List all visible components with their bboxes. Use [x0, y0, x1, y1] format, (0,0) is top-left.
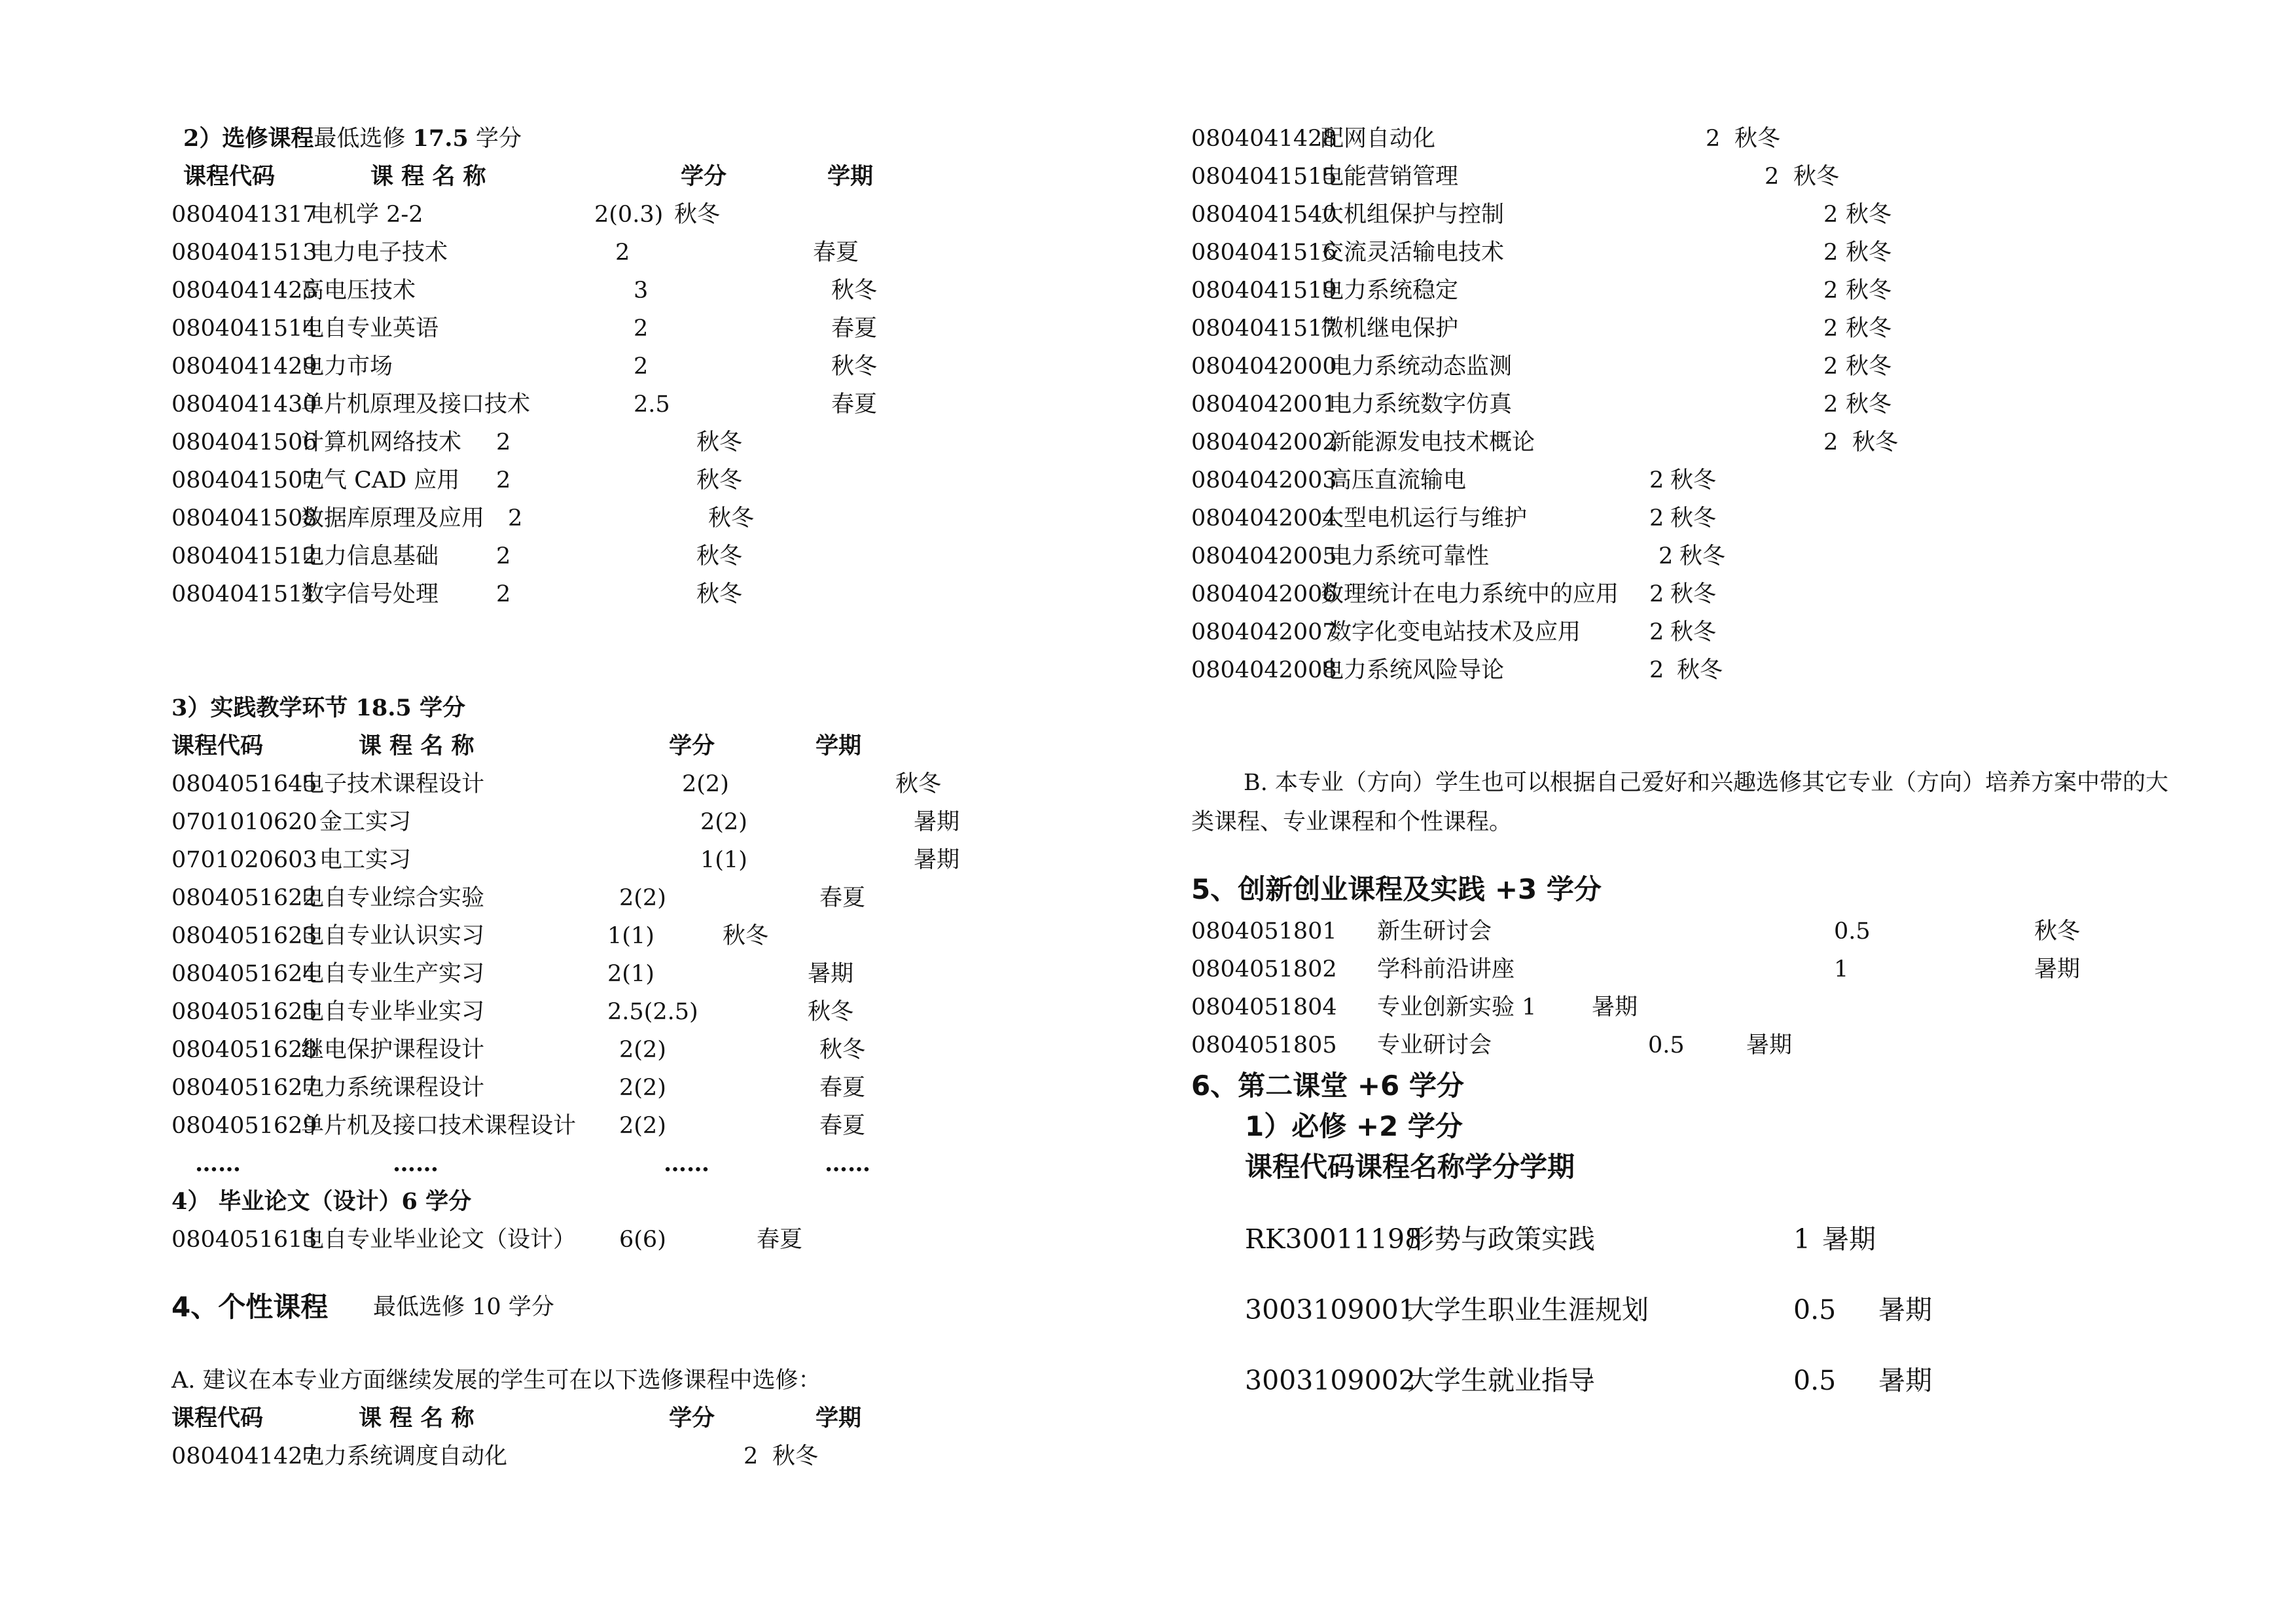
course-code: 0804051804 [1191, 994, 1337, 1020]
course-credit: 3 [634, 278, 649, 304]
course-name: 大学生职业生涯规划 [1407, 1294, 1649, 1326]
course-term: 秋冬 [1679, 543, 1726, 569]
course-term: 暑期 [2034, 956, 2081, 983]
course-code: RK30011198 [1245, 1223, 1422, 1255]
course-credit: 2 [1823, 202, 1839, 228]
course-name: 新生研讨会 [1377, 918, 1492, 945]
course-term: 秋冬 [1846, 391, 1892, 418]
course-code: 0804042001 [1191, 391, 1337, 418]
course-code: 0804041516 [1191, 240, 1337, 266]
course-credit: 2 [496, 581, 511, 607]
course-code: 0804051802 [1191, 956, 1337, 983]
course-credit: 2 [1649, 505, 1664, 532]
course-code: 0804042003 [1191, 467, 1337, 494]
course-credit: 2.5 [634, 391, 670, 418]
course-credit: 1 [1834, 956, 1849, 983]
course-term: 秋冬 [1677, 657, 1723, 683]
course-term: 暑期 [1878, 1365, 1932, 1396]
course-name: 大型电机运行与维护 [1321, 505, 1528, 532]
course-term: 暑期 [1746, 1032, 1793, 1058]
elective-title-label: 2）选修课程 [183, 125, 314, 152]
course-term: 秋冬 [808, 999, 854, 1025]
course-code: 0804042008 [1191, 657, 1337, 683]
course-name: 单片机原理及接口技术 [301, 391, 531, 418]
course-term: 春夏 [813, 240, 859, 266]
course-credit: 2 [496, 467, 511, 494]
course-credit: 2 [496, 429, 511, 456]
practice-header-credit: 学分 [669, 732, 715, 759]
course-credit: 1(1) [607, 923, 655, 949]
course-name: 学科前沿讲座 [1377, 956, 1515, 983]
course-code: 0804051624 [171, 961, 317, 987]
course-term: 春夏 [819, 1113, 866, 1139]
course-term: 春夏 [819, 885, 866, 911]
course-name: 高压直流输电 [1329, 467, 1467, 494]
course-credit: 0.5 [1648, 1032, 1685, 1058]
course-code: 0804041514 [171, 316, 317, 342]
course-term: 秋冬 [895, 771, 942, 797]
course-name: 电力市场 [301, 353, 393, 380]
course-term: 春夏 [831, 316, 878, 342]
course-name: 电自专业毕业实习 [301, 999, 485, 1025]
course-code: 0804051623 [171, 923, 317, 949]
course-term: 秋冬 [1846, 202, 1892, 228]
course-credit: 2(2) [700, 809, 747, 835]
course-credit: 2(2) [619, 1037, 666, 1063]
course-code: 0804041430 [171, 391, 317, 418]
course-name: 电力系统调度自动化 [301, 1443, 508, 1470]
course-code: 0804042004 [1191, 505, 1337, 532]
course-code: 0804041508 [171, 505, 317, 532]
elective-title-rest: 最低选修 [314, 126, 406, 152]
course-code: 0804051645 [171, 771, 317, 797]
course-term: 秋冬 [1670, 581, 1717, 607]
course-name: 电力系统动态监测 [1329, 353, 1513, 380]
course-name: 电自专业认识实习 [301, 923, 485, 949]
second-class-required: 1）必修 +2 学分 [1245, 1110, 1463, 1142]
course-name: 电工实习 [319, 847, 412, 873]
course-code: 0701020603 [171, 847, 317, 873]
personal-note: 最低选修 10 学分 [373, 1294, 554, 1320]
course-term: 秋冬 [696, 543, 743, 569]
course-name: 形势与政策实践 [1407, 1223, 1595, 1255]
course-name: 高电压技术 [301, 278, 416, 304]
course-name: 大学生就业指导 [1407, 1365, 1595, 1396]
elective-header-name: 课 程 名 称 [370, 163, 486, 190]
course-credit: 0.5 [1834, 918, 1871, 945]
practice-header-code: 课程代码 [171, 732, 264, 759]
course-name: 继电保护课程设计 [301, 1037, 485, 1063]
course-term: 暑期 [914, 809, 960, 835]
course-name: 数字信号处理 [301, 581, 439, 607]
course-credit: 2(2) [619, 885, 666, 911]
course-code: 0804041540 [1191, 202, 1337, 228]
second-class-title: 6、第二课堂 +6 学分 [1191, 1070, 1464, 1102]
course-term: 秋冬 [831, 353, 878, 380]
ellipsis: …… [664, 1150, 709, 1177]
course-name: 数理统计在电力系统中的应用 [1321, 581, 1619, 607]
course-code: 0804051629 [171, 1113, 317, 1139]
course-credit: 2(1) [607, 961, 655, 987]
personal-header-name: 课 程 名 称 [359, 1405, 475, 1432]
practice-title: 3）实践教学环节 18.5 学分 [171, 695, 465, 721]
course-term: 秋冬 [1670, 467, 1717, 494]
course-credit: 2 [1706, 126, 1721, 152]
course-code: 0804042002 [1191, 429, 1337, 456]
paragraph-b: B. 本专业（方向）学生也可以根据自己爱好和兴趣选修其它专业（方向）培养方案中带的大类课程、专业课程和个性课程。 [1191, 770, 2168, 835]
course-name: 电力系统课程设计 [301, 1075, 485, 1101]
course-code: 0804051625 [171, 999, 317, 1025]
course-name: 电力系统可靠性 [1329, 543, 1490, 569]
course-name: 电力信息基础 [301, 543, 439, 569]
course-code: 0804041425 [171, 278, 317, 304]
personal-header-term: 学期 [816, 1405, 862, 1432]
course-credit: 0.5 [1793, 1365, 1837, 1396]
course-credit: 2 [508, 505, 523, 532]
course-code: 0804042006 [1191, 581, 1337, 607]
course-code: 0804042007 [1191, 619, 1337, 645]
course-credit: 2(0.3) [594, 202, 664, 228]
course-code: 3003109001 [1245, 1294, 1416, 1326]
course-term: 秋冬 [696, 467, 743, 494]
course-code: 0804041513 [171, 240, 317, 266]
course-credit: 2 [1765, 164, 1780, 190]
course-code: 0804041507 [171, 467, 317, 494]
course-credit: 2 [1659, 543, 1674, 569]
elective-credits: 17.5 [412, 125, 469, 152]
course-name: 电自专业英语 [301, 316, 439, 342]
course-name: 金工实习 [319, 809, 412, 835]
course-credit: 6(6) [619, 1227, 666, 1253]
course-credit: 2 [1649, 467, 1664, 494]
course-term: 秋冬 [1846, 278, 1892, 304]
elective-title [183, 120, 522, 158]
course-code: 0804041428 [1191, 126, 1337, 152]
course-term: 秋冬 [1846, 353, 1892, 380]
course-name: 交流灵活输电技术 [1321, 240, 1505, 266]
course-credit: 0.5 [1793, 1294, 1837, 1326]
course-credit: 2 [1823, 429, 1839, 456]
course-code: 0804041511 [171, 581, 317, 607]
course-credit: 2 [496, 543, 511, 569]
course-term: 秋冬 [819, 1037, 866, 1063]
course-name: 单片机及接口技术课程设计 [301, 1113, 577, 1139]
course-credit: 2(2) [619, 1113, 666, 1139]
course-code: 0804041512 [171, 543, 317, 569]
course-term: 秋冬 [723, 923, 769, 949]
course-code: 0804051622 [171, 885, 317, 911]
course-credit: 2 [744, 1443, 759, 1470]
course-name: 新能源发电技术概论 [1329, 429, 1535, 456]
personal-header-code: 课程代码 [171, 1405, 264, 1432]
course-code: 0804041506 [171, 429, 317, 456]
course-code: 0804041515 [1191, 164, 1337, 190]
course-credit: 1(1) [700, 847, 747, 873]
course-credit: 2 [1823, 316, 1839, 342]
course-term: 春夏 [819, 1075, 866, 1101]
course-name: 电气 CAD 应用 [301, 467, 460, 494]
elective-header-code: 课程代码 [183, 163, 276, 190]
course-credit: 2 [634, 316, 649, 342]
course-code: 0804042005 [1191, 543, 1337, 569]
practice-header-name: 课 程 名 称 [359, 732, 475, 759]
personal-title: 4、个性课程 [171, 1291, 329, 1323]
course-code: 0804051801 [1191, 918, 1337, 945]
course-credit: 2(2) [619, 1075, 666, 1101]
personal-intro: A. 建议在本专业方面继续发展的学生可在以下选修课程中选修： [171, 1367, 821, 1394]
course-term: 暑期 [808, 961, 854, 987]
practice-header-term: 学期 [816, 732, 862, 759]
course-code: 0804051805 [1191, 1032, 1337, 1058]
course-credit: 2(2) [682, 771, 729, 797]
course-credit: 2 [1649, 581, 1664, 607]
course-name: 电子技术课程设计 [301, 771, 485, 797]
ellipsis: …… [393, 1150, 439, 1177]
course-term: 秋冬 [2034, 918, 2081, 945]
course-name: 计算机网络技术 [301, 429, 462, 456]
course-code: 0804041317 [171, 202, 317, 228]
course-code: 0701010620 [171, 809, 317, 835]
course-name: 电力电子技术 [310, 240, 448, 266]
course-code: 0804041517 [1191, 316, 1337, 342]
course-name: 电机学 2-2 [310, 202, 423, 228]
course-credit: 2.5(2.5) [607, 999, 698, 1025]
course-name: 数字化变电站技术及应用 [1329, 619, 1581, 645]
course-term: 暑期 [1592, 994, 1638, 1020]
course-term: 秋冬 [1846, 240, 1892, 266]
course-term: 春夏 [757, 1227, 803, 1253]
second-class-header: 课程代码课程名称学分学期 [1245, 1151, 1575, 1183]
course-credit: 2 [1823, 391, 1839, 418]
course-name: 电能营销管理 [1321, 164, 1459, 190]
course-term: 秋冬 [696, 429, 743, 456]
elective-header-term: 学期 [827, 163, 874, 190]
course-term: 秋冬 [708, 505, 755, 532]
course-name: 专业研讨会 [1377, 1032, 1492, 1058]
course-term: 秋冬 [696, 581, 743, 607]
course-code: 0804041519 [1191, 278, 1337, 304]
personal-header-credit: 学分 [669, 1405, 715, 1432]
course-code: 0804051628 [171, 1037, 317, 1063]
course-term: 秋冬 [1670, 619, 1717, 645]
ellipsis: …… [825, 1150, 870, 1177]
elective-unit: 学分 [475, 126, 522, 152]
course-name: 数据库原理及应用 [301, 505, 485, 532]
course-name: 专业创新实验 1 [1377, 994, 1537, 1020]
course-credit: 2 [1649, 657, 1664, 683]
course-code: 0804051613 [171, 1227, 317, 1253]
course-term: 秋冬 [1846, 316, 1892, 342]
course-name: 电力系统数字仿真 [1329, 391, 1513, 418]
thesis-title: 4） 毕业论文（设计）6 学分 [171, 1188, 472, 1215]
course-term: 春夏 [831, 391, 878, 418]
course-term: 秋冬 [1734, 126, 1781, 152]
course-term: 秋冬 [772, 1443, 819, 1470]
course-term: 暑期 [1822, 1223, 1876, 1255]
course-name: 电自专业生产实习 [301, 961, 485, 987]
course-code: 0804041427 [171, 1443, 317, 1470]
course-term: 秋冬 [831, 278, 878, 304]
course-term: 秋冬 [674, 202, 721, 228]
course-term: 秋冬 [1852, 429, 1899, 456]
course-credit: 2 [1823, 240, 1839, 266]
course-credit: 2 [615, 240, 630, 266]
course-term: 暑期 [1878, 1294, 1932, 1326]
elective-header-credit: 学分 [681, 163, 727, 190]
course-name: 电自专业毕业论文（设计） [301, 1227, 577, 1253]
course-name: 电力系统风险导论 [1321, 657, 1505, 683]
course-name: 微机继电保护 [1321, 316, 1459, 342]
course-credit: 2 [1649, 619, 1664, 645]
innovation-title: 5、创新创业课程及实践 +3 学分 [1191, 873, 1602, 905]
course-credit: 2 [634, 353, 649, 380]
course-code: 0804041429 [171, 353, 317, 380]
course-name: 配网自动化 [1321, 126, 1436, 152]
course-code: 0804042000 [1191, 353, 1337, 380]
course-term: 秋冬 [1670, 505, 1717, 532]
course-credit: 2 [1823, 278, 1839, 304]
course-term: 暑期 [914, 847, 960, 873]
course-name: 电自专业综合实验 [301, 885, 485, 911]
course-credit: 1 [1793, 1223, 1811, 1255]
course-name: 大机组保护与控制 [1321, 202, 1505, 228]
course-name: 电力系统稳定 [1321, 278, 1459, 304]
course-code: 3003109002 [1245, 1365, 1416, 1396]
course-code: 0804051627 [171, 1075, 317, 1101]
course-credit: 2 [1823, 353, 1839, 380]
course-term: 秋冬 [1793, 164, 1840, 190]
ellipsis: …… [195, 1150, 241, 1177]
